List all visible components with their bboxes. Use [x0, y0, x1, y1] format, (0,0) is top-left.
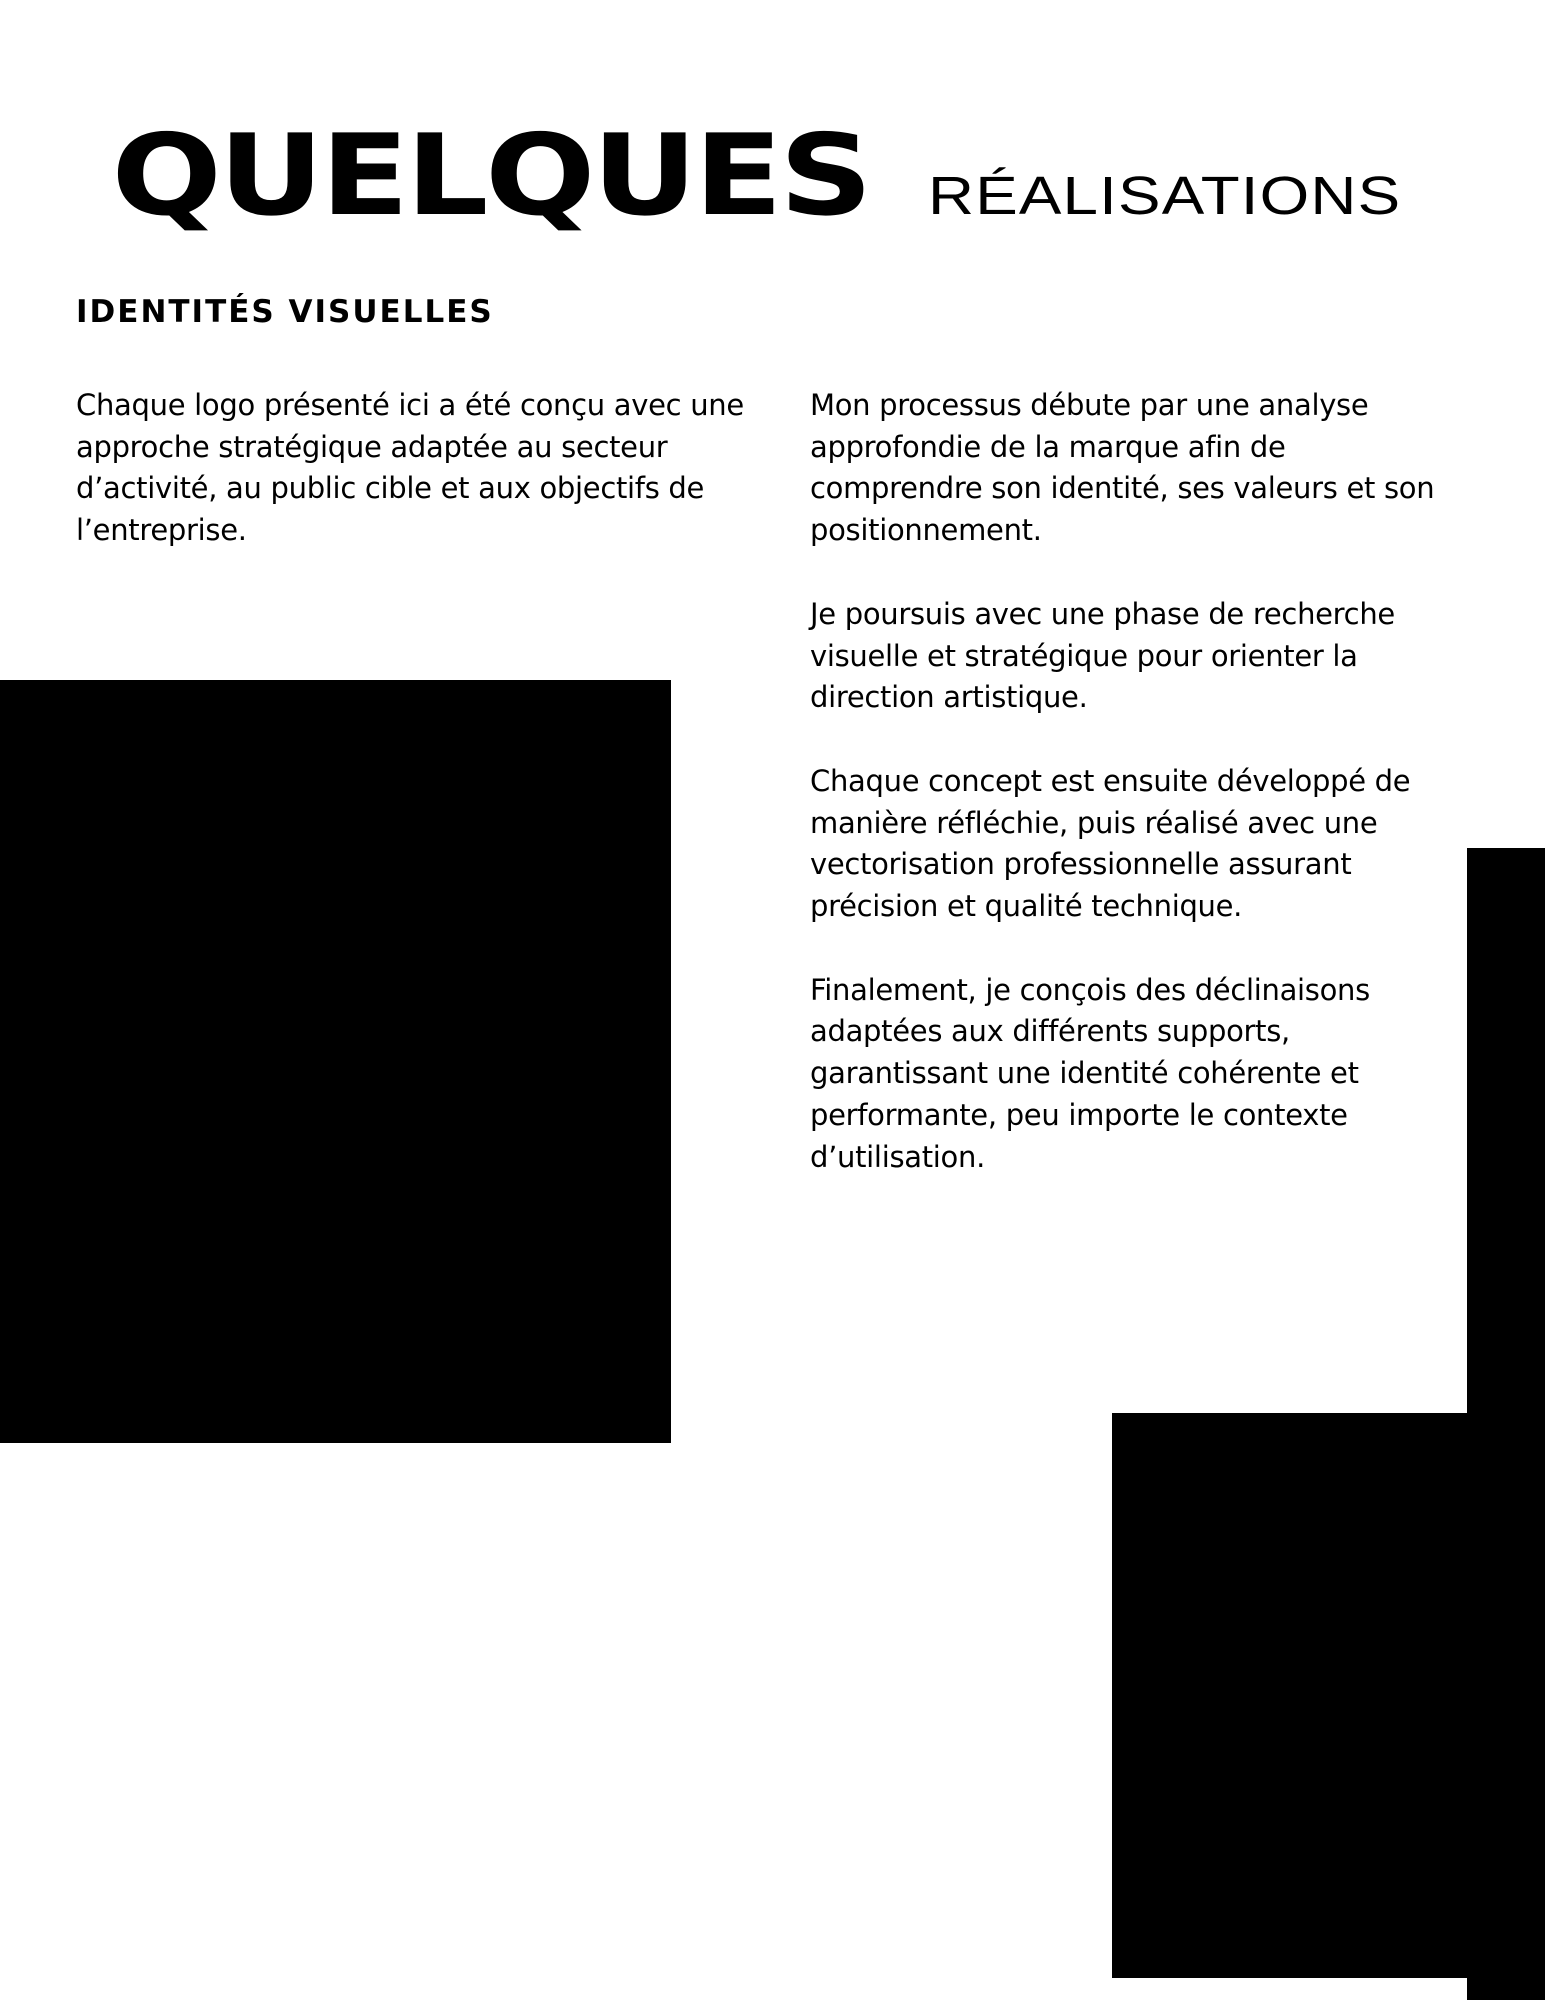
page-title-bold: QUELQUES — [111, 111, 870, 241]
image-placeholder-right-bottom — [1112, 1413, 1545, 1978]
left-paragraph-1: Chaque logo présenté ici a été conçu avec une approche stratégique adaptée au secteur d’activité, au public cible et aux objectifs de l’entreprise. — [76, 388, 744, 548]
right-text-column — [810, 385, 1460, 1220]
right-paragraph-2: Je poursuis avec une phase de recherche visuelle et stratégique pour orienter la direction artistique. — [810, 596, 1395, 715]
left-text-column — [76, 385, 746, 594]
right-paragraph-4: Finalement, je conçois des déclinaisons adaptées aux différents supports, garantissant une identité cohérente et performante, peu importe le contexte d’utilisation. — [810, 972, 1370, 1174]
right-paragraph-1: Mon processus débute par une analyse approfondie de la marque afin de comprendre son identité, ses valeurs et son positionnement. — [810, 388, 1435, 548]
page-title-light: RÉALISATIONS — [927, 166, 1401, 226]
right-paragraph-3: Chaque concept est ensuite développé de manière réfléchie, puis réalisé avec une vectorisation professionnelle assurant précision et qualité technique. — [810, 763, 1411, 924]
page-title — [0, 111, 1545, 241]
image-placeholder-left — [0, 680, 671, 1443]
section-heading: IDENTITÉS VISUELLES — [76, 294, 494, 330]
